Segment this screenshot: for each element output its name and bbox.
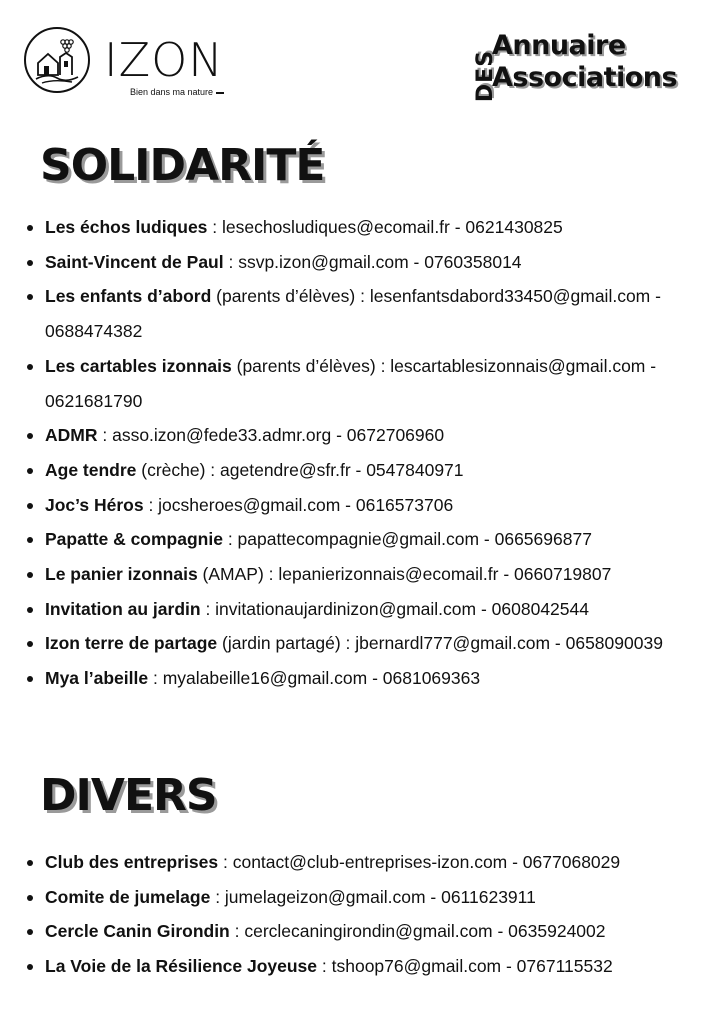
list-item: Age tendre (crèche) : agetendre@sfr.fr - 0547840971: [24, 453, 714, 488]
section-title-divers: DIVERS: [40, 770, 217, 821]
logo-tagline: Bien dans ma nature: [130, 87, 224, 97]
list-item: Cercle Canin Girondin : cerclecaningirondin@gmail.com - 0635924002: [24, 914, 714, 949]
list-item: Les enfants d’abord (parents d’élèves) : lesenfantsdabord33450@gmail.com - 0688474382: [24, 279, 714, 348]
logo-emblem-icon: [24, 27, 90, 93]
list-item: Invitation au jardin : invitationaujardinizon@gmail.com - 0608042544: [24, 592, 714, 627]
list-solidarite: [24, 210, 714, 696]
logo-name: IZON: [104, 33, 224, 87]
list-item: ADMR : asso.izon@fede33.admr.org - 0672706960: [24, 418, 714, 453]
directory-title: [460, 30, 710, 103]
list-item: Mya l’abeille : myalabeille16@gmail.com - 0681069363: [24, 661, 714, 696]
list-item: Papatte & compagnie : papattecompagnie@gmail.com - 0665696877: [24, 522, 714, 557]
list-item: Saint-Vincent de Paul : ssvp.izon@gmail.com - 0760358014: [24, 245, 714, 280]
list-item: Le panier izonnais (AMAP) : lepanierizonnais@ecomail.fr - 0660719807: [24, 557, 714, 592]
list-item: Joc’s Héros : jocsheroes@gmail.com - 0616573706: [24, 488, 714, 523]
section-title-solidarite: SOLIDARITÉ: [40, 140, 325, 191]
list-divers: [24, 845, 714, 984]
list-item: Les cartables izonnais (parents d’élèves) : lescartablesizonnais@gmail.com - 0621681790: [24, 349, 714, 418]
list-item: Les échos ludiques : lesechosludiques@ecomail.fr - 0621430825: [24, 210, 714, 245]
list-item: Izon terre de partage (jardin partagé) : jbernardl777@gmail.com - 0658090039: [24, 626, 714, 661]
title-prefix: DES: [473, 49, 498, 103]
list-item: La Voie de la Résilience Joyeuse : tshoop76@gmail.com - 0767115532: [24, 949, 714, 984]
list-item: Club des entreprises : contact@club-entreprises-izon.com - 0677068029: [24, 845, 714, 880]
izon-logo: [24, 27, 234, 99]
title-line-2: Associations: [492, 62, 678, 93]
title-line-1: Annuaire: [492, 30, 626, 61]
list-item: Comite de jumelage : jumelageizon@gmail.com - 0611623911: [24, 880, 714, 915]
